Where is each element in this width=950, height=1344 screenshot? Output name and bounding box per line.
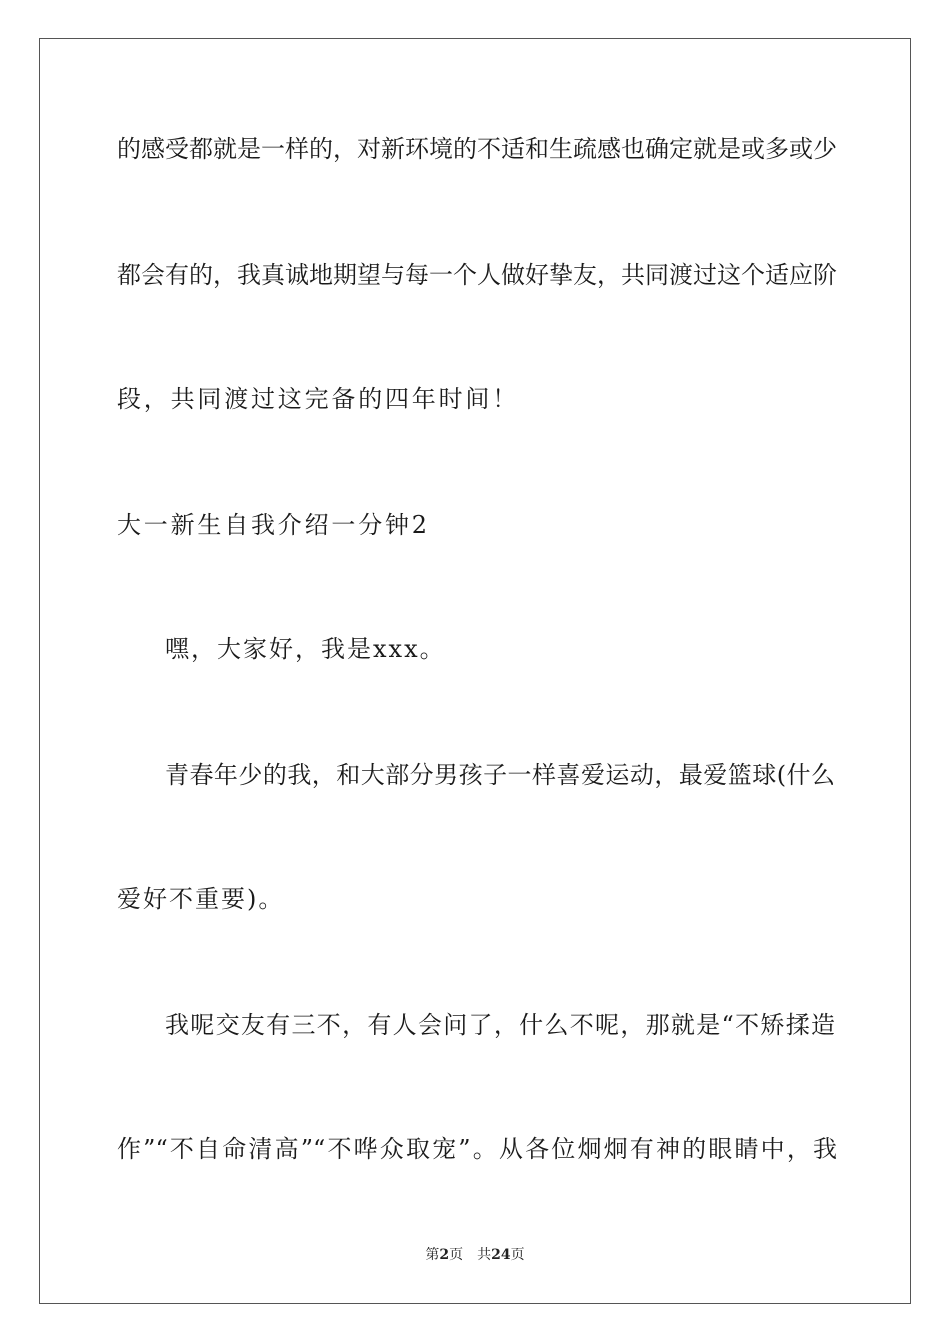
footer-page-prefix: 第 [425, 1247, 440, 1263]
section-heading: 大一新生自我介绍一分钟2 [117, 511, 430, 539]
footer-total-prefix: 共 [477, 1247, 492, 1263]
paragraph-friends-line-2: 作”“不自命清高”“不哗众取宠”。从各位炯炯有神的眼睛中，我 [117, 1135, 837, 1163]
page-footer [0, 1246, 950, 1264]
footer-page-suffix: 页 [449, 1247, 464, 1263]
footer-page-number: 2 [439, 1247, 450, 1263]
page-border [39, 38, 911, 1304]
body-text-line-1: 的感受都就是一样的，对新环境的不适和生疏感也确定就是或多或少 [117, 135, 837, 163]
body-text-line-3: 段，共同渡过这完备的四年时间！ [117, 385, 519, 413]
greeting-paragraph: 嘿，大家好，我是xxx。 [165, 635, 446, 663]
footer-total-pages: 24 [491, 1247, 511, 1263]
paragraph-hobby-line-1: 青春年少的我，和大部分男孩子一样喜爱运动，最爱篮球(什么 [165, 761, 835, 789]
paragraph-hobby-line-2: 爱好不重要)。 [117, 885, 285, 913]
paragraph-friends-line-1: 我呢交友有三不，有人会问了，什么不呢，那就是“不矫揉造 [165, 1011, 835, 1039]
footer-total-suffix: 页 [510, 1247, 525, 1263]
body-text-line-2: 都会有的，我真诚地期望与每一个人做好挚友，共同渡过这个适应阶 [117, 261, 837, 289]
